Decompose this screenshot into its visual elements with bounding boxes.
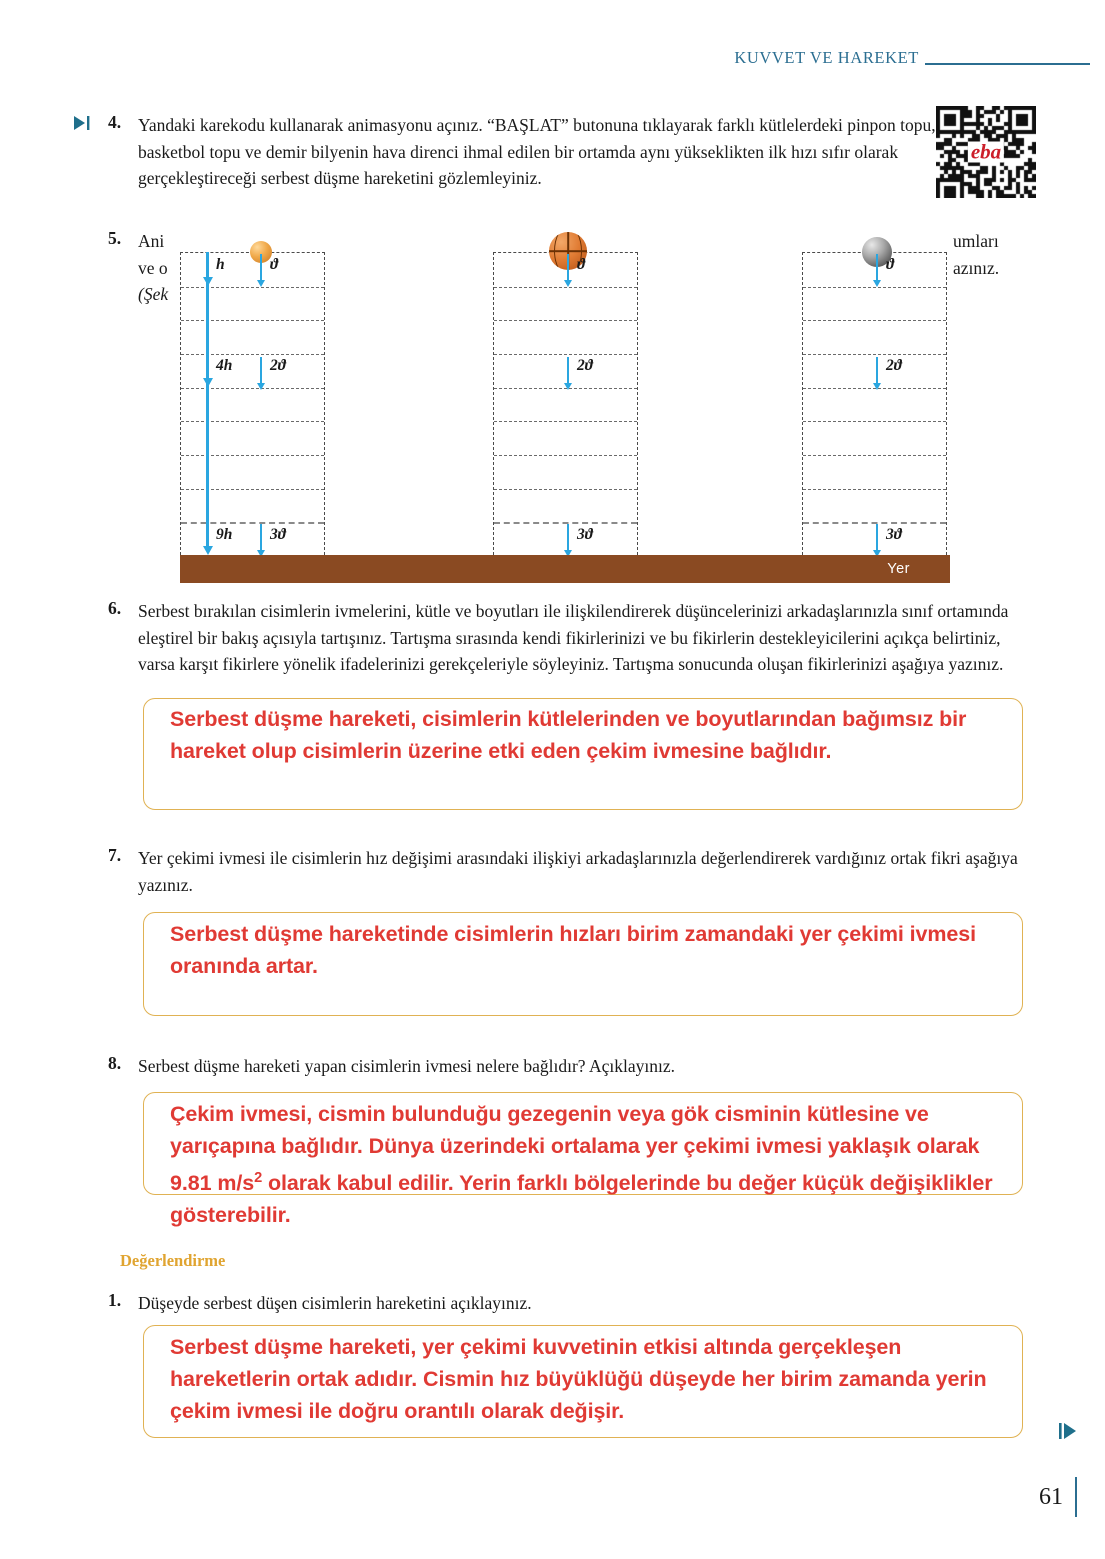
grid-line [494, 489, 637, 490]
velocity-label-3v-2: 3ϑ [577, 526, 593, 543]
grid-line [181, 320, 324, 321]
item5-line-3: (Şek [138, 284, 169, 304]
velocity-label-v-3: ϑ [886, 256, 895, 273]
answer-8-part2: olarak kabul edilir. Yerin farklı bölgelerinde bu değer küçük değişiklikler gösterebilir. [170, 1171, 993, 1228]
grid-line [181, 421, 324, 422]
grid-line [803, 489, 946, 490]
item-number: 8. [108, 1053, 122, 1073]
answer-text-8 [170, 1098, 1015, 1231]
play-marker-icon [74, 116, 92, 130]
grid-line [181, 388, 324, 389]
page-number: 61 [1039, 1484, 1063, 1510]
item-text: Serbest bırakılan cisimlerin ivmelerini, kütle ve boyutları ile ilişkilendirerek düşüncelerinizi arkadaşlarınızla sınıf ortamında eleştirel bir bakış açısıyla tartışınız. Tartışma sırasında kendi fikirlerinizi ve bu fikirlerin destekleyicilerini açıkça belirtiniz, varsa karşıt fikirlere yönelik ifadelerinizi gerekçeleriyle söyleyiniz. Tartışma sonucunda oluşan fikirlerinizi aşağıya yazınız. [138, 601, 1009, 674]
grid-line [803, 354, 946, 355]
velocity-label-3v-3: 3ϑ [886, 526, 902, 543]
page-header [0, 48, 1105, 78]
eba-logo: eba [968, 142, 1004, 163]
figure-panel-demir-bilye [802, 252, 947, 555]
item-number: 1. [108, 1290, 122, 1310]
figure-panel-pinpon [180, 252, 325, 555]
velocity-arrow-v-2 [567, 254, 569, 280]
evaluation-item-1 [108, 1290, 1028, 1317]
item5-line-1: Ani [138, 231, 165, 251]
grid-line [803, 287, 946, 288]
velocity-arrow-v-1 [260, 254, 262, 280]
list-item-7 [108, 845, 1028, 898]
ground-bar [180, 555, 950, 583]
distance-label-4h: 4h [216, 357, 233, 374]
list-item-4 [108, 112, 936, 192]
grid-line [803, 421, 946, 422]
grid-line [494, 522, 637, 524]
distance-arrow-4h [206, 252, 209, 379]
velocity-arrow-3v-2 [567, 524, 569, 550]
grid-line [181, 522, 324, 524]
velocity-arrow-2v-1 [260, 357, 262, 383]
answer-text-7: Serbest düşme hareketinde cisimlerin hızları birim zamandaki yer çekimi ivmesi oranında artar. [170, 922, 976, 978]
velocity-arrow-2v-3 [876, 357, 878, 383]
header-rule [925, 63, 1090, 65]
grid-line [494, 287, 637, 288]
qr-code[interactable] [936, 106, 1036, 198]
answer-text-6: Serbest düşme hareketi, cisimlerin kütlelerinden ve boyutlarından bağımsız bir hareket olup cisimlerin üzerine etki eden çekim ivmesine bağlıdır. [170, 707, 967, 763]
distance-label-9h: 9h [216, 526, 233, 543]
velocity-label-3v-1: 3ϑ [270, 526, 286, 543]
velocity-label-v-2: ϑ [577, 256, 586, 273]
grid-line [494, 320, 637, 321]
page-title: KUVVET VE HAREKET [734, 48, 919, 67]
list-item-8 [108, 1053, 1028, 1080]
grid-line [803, 522, 946, 524]
grid-line [494, 354, 637, 355]
velocity-label-2v-1: 2ϑ [270, 357, 286, 374]
section-heading-degerlendirme: Değerlendirme [120, 1251, 226, 1270]
next-page-marker-icon[interactable] [1059, 1423, 1079, 1439]
grid-line [181, 455, 324, 456]
answer-text-evaluation-1: Serbest düşme hareketi, yer çekimi kuvvetinin etkisi altında gerçekleşen hareketlerin ortak adıdır. Cismin hız büyüklüğü düşeyde her birim zamanda yerin çekim ivmesi ile doğru orantılı olarak değişir. [170, 1335, 987, 1423]
answer-8-exponent: 2 [254, 1170, 263, 1186]
item-number: 6. [108, 598, 122, 618]
item5-right-1: umları [953, 231, 999, 251]
item5-line-2: ve o [138, 257, 168, 278]
grid-line [181, 489, 324, 490]
velocity-arrow-3v-3 [876, 524, 878, 550]
grid-line [494, 455, 637, 456]
list-item-6 [108, 598, 1028, 678]
velocity-arrow-3v-1 [260, 524, 262, 550]
item-text: Yandaki karekodu kullanarak animasyonu açınız. “BAŞLAT” butonuna tıklayarak farklı kütlelerdeki pinpon topu, basketbol topu ve demir bilyenin hava direnci ihmal edilen bir ortamda aynı yükseklikten ilk hızı sıfır olarak gerçekleştireceği serbest düşme hareketini gözlemleyiniz. [138, 115, 936, 188]
velocity-label-v-1: ϑ [270, 256, 279, 273]
grid-line [494, 421, 637, 422]
velocity-arrow-v-3 [876, 254, 878, 280]
velocity-label-2v-3: 2ϑ [886, 357, 902, 374]
answer-8-part1: Çekim ivmesi, cismin bulunduğu gezegenin veya gök cisminin kütlesine ve yarıçapına bağlıdır. Dünya üzerindeki ortalama yer çekimi ivmesi yaklaşık olarak 9.81 m/s [170, 1102, 980, 1196]
item-text: Serbest düşme hareketi yapan cisimlerin ivmesi nelere bağlıdır? Açıklayınız. [138, 1056, 675, 1076]
ground-label: Yer [887, 561, 910, 577]
item-number: 7. [108, 845, 122, 865]
free-fall-figure [180, 224, 950, 586]
item-text: Yer çekimi ivmesi ile cisimlerin hız değişimi arasındaki ilişkiyi arkadaşlarınızla değerlendirerek vardığınız ortak fikri aşağıya yazınız. [138, 848, 1018, 895]
figure-panel-basketbol [493, 252, 638, 555]
item-text-fragment-right [953, 228, 1073, 281]
grid-line [803, 320, 946, 321]
item-number: 4. [108, 112, 122, 132]
velocity-label-2v-2: 2ϑ [577, 357, 593, 374]
distance-label-h: h [216, 256, 225, 273]
item-text: Düşeyde serbest düşen cisimlerin hareketini açıklayınız. [138, 1293, 532, 1313]
item-number: 5. [108, 228, 122, 248]
grid-line [181, 354, 324, 355]
item5-right-2: azınız. [953, 257, 1000, 278]
grid-line [181, 287, 324, 288]
grid-line [803, 455, 946, 456]
page-number-rule [1075, 1477, 1077, 1517]
velocity-arrow-2v-2 [567, 357, 569, 383]
